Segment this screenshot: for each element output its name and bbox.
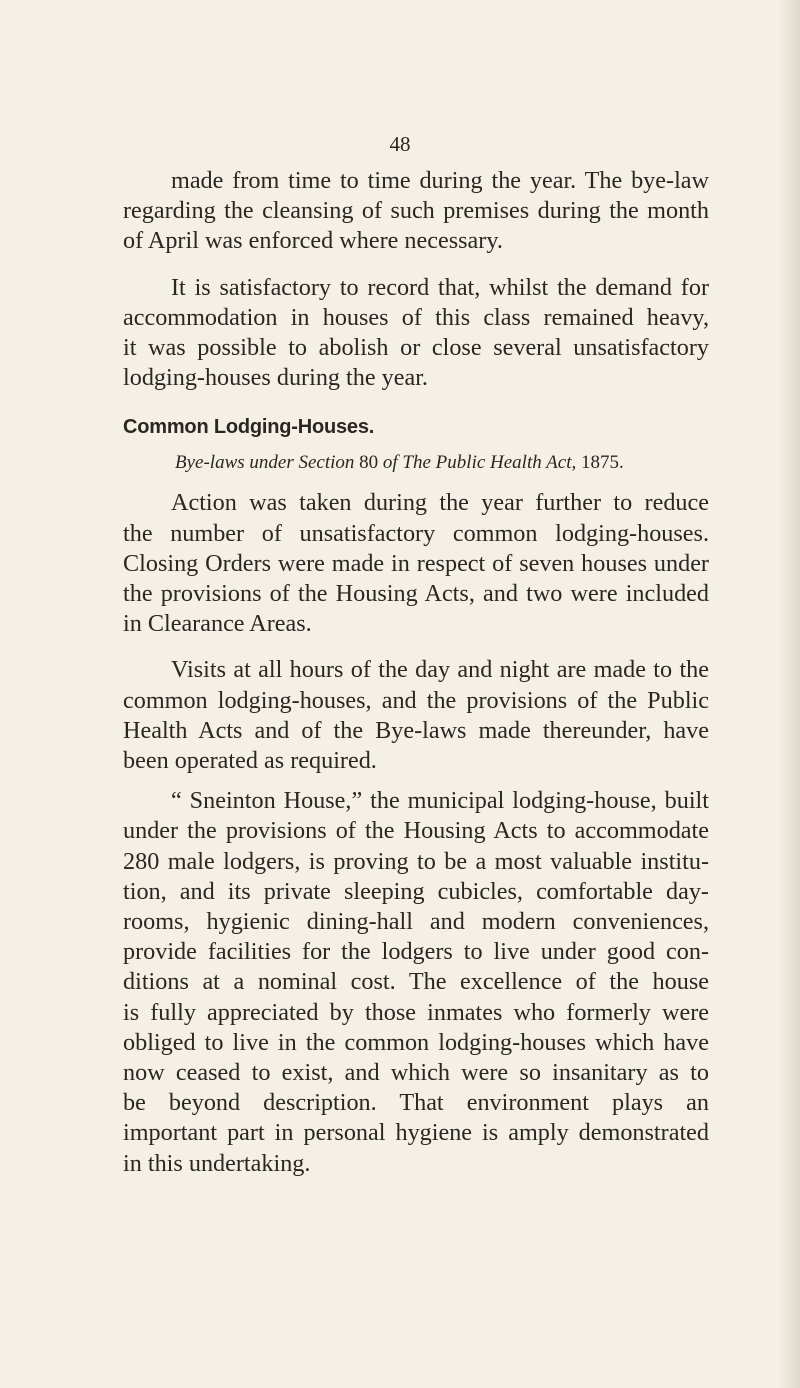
text-line: Visits at all hours of the day and night are made to the [171,656,709,684]
page-number: 48 [389,132,411,156]
paragraph-sneinton-house [123,786,709,1179]
text-line: It is satisfactory to record that, whilst the demand for [171,273,709,301]
text-line: 280 male lodgers, is proving to be a most valuable institu- [123,847,709,875]
page-edge-shadow [778,0,800,1388]
text-line: Health Acts and of the Bye-laws made thereunder, have [123,716,709,744]
subheading-year: 1875. [580,452,624,474]
text-line: important part in personal hygiene is amply demonstrated [123,1119,709,1147]
text-line: in Clearance Areas. [123,610,312,638]
subheading-act-name: of The Public Health Act, [382,452,577,474]
text-line: provide facilities for the lodgers to live under good con- [123,938,709,966]
paragraph-visits [123,655,709,776]
text-line: obliged to live in the common lodging-houses which have [123,1028,709,1056]
text-line: is fully appreciated by those inmates who formerly were [123,998,709,1026]
text-line: lodging-houses during the year. [123,364,428,392]
subheading-prefix: Bye-laws under Section [175,452,355,474]
text-line: Action was taken during the year further to reduce [171,489,709,517]
text-line: now ceased to exist, and which were so insanitary as to [123,1059,709,1087]
paragraph-gap [123,257,709,273]
section-heading: Common Lodging-Houses. [123,416,375,439]
text-line: been operated as required. [123,747,377,775]
text-line: common lodging-houses, and the provisions of the Public [123,686,709,714]
text-line: “ Sneinton House,” the municipal lodging-house, built [171,787,709,815]
text-line: ditions at a nominal cost. The excellence of the house [123,968,709,996]
paragraph-action [123,488,709,639]
text-line: Closing Orders were made in respect of seven houses under [123,549,709,577]
text-line: under the provisions of the Housing Acts to accommodate [123,817,709,845]
text-line: the provisions of the Housing Acts, and two were included [123,580,709,608]
text-line: be beyond description. That environment plays an [123,1089,709,1117]
paragraph-gap [123,639,709,655]
text-line: regarding the cleansing of such premises during the month [123,197,709,225]
heading-gap [123,476,709,488]
text-line: accommodation in houses of this class remained heavy, [123,303,709,331]
text-line: tion, and its private sleeping cubicles, comfortable day- [123,877,709,905]
paragraph-gap [123,776,709,786]
text-line: of April was enforced where necessary. [123,227,503,255]
paragraph-bye-law [123,166,709,257]
text-line: rooms, hygienic dining-hall and modern conveniences, [123,908,709,936]
section-subheading [175,450,709,476]
subheading-section-number: 80 [359,452,379,474]
text-line: the number of unsatisfactory common lodging-houses. [123,519,709,547]
paragraph-satisfactory [123,273,709,394]
text-line: it was possible to abolish or close several unsatisfactory [123,334,709,362]
page-body [123,166,709,1179]
text-line: in this undertaking. [123,1149,311,1177]
text-line: made from time to time during the year. The bye-law [171,167,709,194]
